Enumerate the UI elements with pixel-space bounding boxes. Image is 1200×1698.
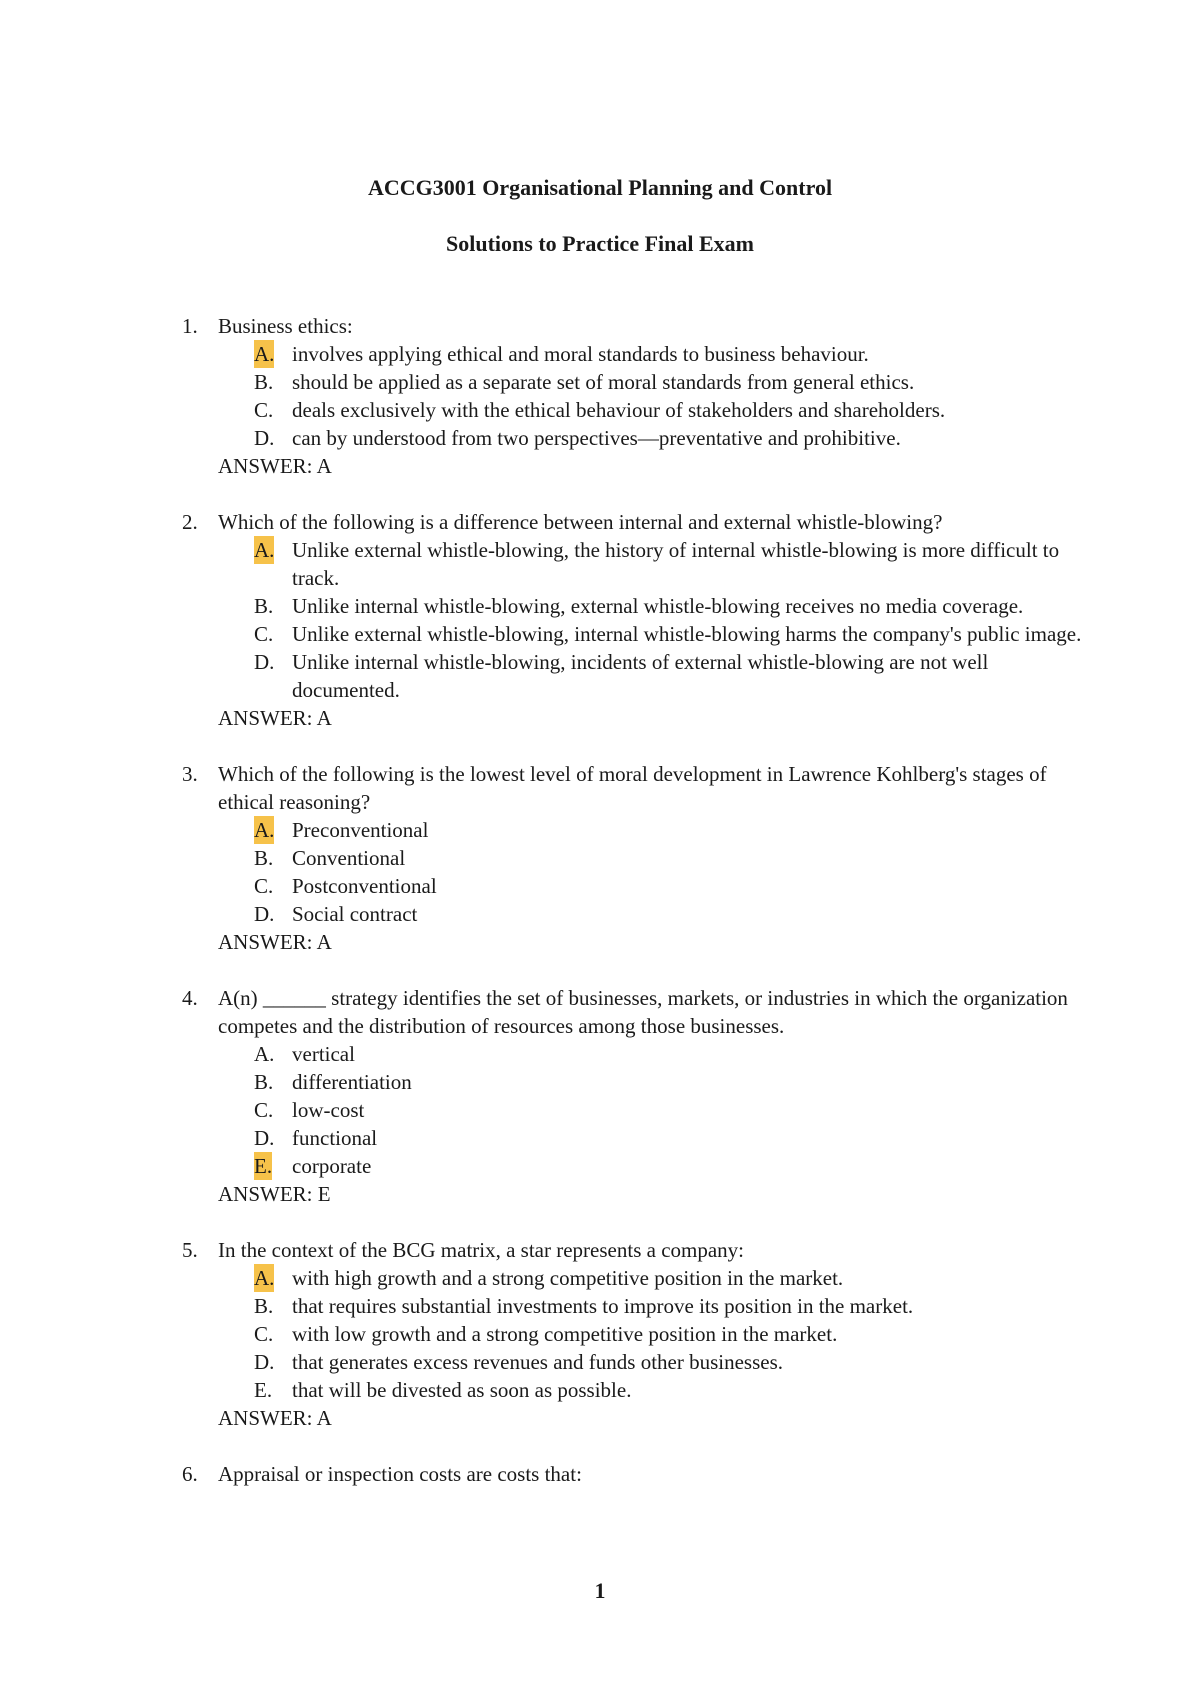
option-text: Unlike external whistle-blowing, the history of internal whistle-blowing is more difficult to track. (292, 538, 1060, 590)
answer-option (182, 816, 1082, 844)
option-letter: D. (254, 426, 275, 450)
option-text: functional (292, 1126, 378, 1150)
question-item (182, 312, 1082, 480)
answer-key: ANSWER: A (218, 706, 332, 730)
question-number: 5. (182, 1238, 198, 1262)
answer-option (182, 900, 1082, 928)
question-stem: Business ethics: (218, 314, 353, 338)
option-letter-highlighted: E. (254, 1154, 273, 1178)
question-list (182, 312, 1082, 1516)
answer-option (182, 368, 1082, 396)
question-item (182, 984, 1082, 1208)
answer-option (182, 1320, 1082, 1348)
answer-option (182, 1152, 1082, 1180)
option-letter: C. (254, 874, 274, 898)
question-item (182, 1236, 1082, 1432)
option-text: low-cost (292, 1098, 365, 1122)
answer-option (182, 648, 1082, 704)
option-letter: D. (254, 1126, 275, 1150)
option-letter-highlighted: A. (254, 1266, 275, 1290)
option-text: deals exclusively with the ethical behaviour of stakeholders and shareholders. (292, 398, 946, 422)
option-text: corporate (292, 1154, 372, 1178)
answer-option (182, 872, 1082, 900)
option-text: Preconventional (292, 818, 429, 842)
answer-option (182, 536, 1082, 592)
answer-option (182, 1124, 1082, 1152)
answer-option (182, 844, 1082, 872)
question-stem: A(n) ______ strategy identifies the set of businesses, markets, or industries in which the organization competes and the distribution of resources among those businesses. (218, 986, 1068, 1038)
answer-option (182, 1292, 1082, 1320)
option-text: differentiation (292, 1070, 412, 1094)
option-letter: C. (254, 1322, 274, 1346)
option-text: with low growth and a strong competitive position in the market. (292, 1322, 838, 1346)
option-letter: B. (254, 370, 274, 394)
document-title: ACCG3001 Organisational Planning and Control (367, 175, 833, 200)
question-stem: Which of the following is the lowest level of moral development in Lawrence Kohlberg's stages of ethical reasoning? (218, 762, 1047, 814)
question-number: 6. (182, 1462, 198, 1486)
question-number: 3. (182, 762, 198, 786)
option-letter: B. (254, 1070, 274, 1094)
question-item (182, 1460, 1082, 1488)
option-text: Postconventional (292, 874, 437, 898)
question-number: 2. (182, 510, 198, 534)
option-letter: D. (254, 902, 275, 926)
option-letter: C. (254, 398, 274, 422)
option-letter: A. (254, 1042, 275, 1066)
question-stem: Which of the following is a difference between internal and external whistle-blowing? (218, 510, 943, 534)
answer-option (182, 340, 1082, 368)
answer-option (182, 396, 1082, 424)
answer-key: ANSWER: A (218, 454, 332, 478)
option-text: involves applying ethical and moral standards to business behaviour. (292, 342, 869, 366)
answer-option (182, 1264, 1082, 1292)
answer-option (182, 424, 1082, 452)
option-letter: B. (254, 846, 274, 870)
option-text: Conventional (292, 846, 406, 870)
document-subtitle: Solutions to Practice Final Exam (446, 231, 754, 256)
option-text: that requires substantial investments to improve its position in the market. (292, 1294, 914, 1318)
answer-key: ANSWER: A (218, 930, 332, 954)
option-text: with high growth and a strong competitive position in the market. (292, 1266, 844, 1290)
question-number: 4. (182, 986, 198, 1010)
option-text: that will be divested as soon as possible. (292, 1378, 632, 1402)
answer-option (182, 1040, 1082, 1068)
option-letter: C. (254, 622, 274, 646)
option-text: that generates excess revenues and funds other businesses. (292, 1350, 784, 1374)
answer-option (182, 620, 1082, 648)
question-stem: Appraisal or inspection costs are costs that: (218, 1462, 582, 1486)
option-text: should be applied as a separate set of moral standards from general ethics. (292, 370, 915, 394)
option-letter-highlighted: A. (254, 538, 275, 562)
option-letter: B. (254, 594, 274, 618)
option-text: Unlike internal whistle-blowing, incidents of external whistle-blowing are not well documented. (292, 650, 989, 702)
answer-option (182, 592, 1082, 620)
question-item (182, 760, 1082, 956)
option-letter: D. (254, 650, 275, 674)
option-text: Unlike internal whistle-blowing, external whistle-blowing receives no media coverage. (292, 594, 1024, 618)
question-stem: In the context of the BCG matrix, a star represents a company: (218, 1238, 745, 1262)
answer-key: ANSWER: E (218, 1182, 331, 1206)
answer-option (182, 1376, 1082, 1404)
option-letter-highlighted: A. (254, 818, 275, 842)
option-letter-highlighted: A. (254, 342, 275, 366)
answer-option (182, 1068, 1082, 1096)
option-letter: B. (254, 1294, 274, 1318)
answer-key: ANSWER: A (218, 1406, 332, 1430)
question-number: 1. (182, 314, 198, 338)
option-text: Unlike external whistle-blowing, internal whistle-blowing harms the company's public image. (292, 622, 1082, 646)
page-number: 1 (594, 1578, 606, 1603)
option-letter: D. (254, 1350, 275, 1374)
option-text: can by understood from two perspectives—preventative and prohibitive. (292, 426, 901, 450)
option-text: Social contract (292, 902, 418, 926)
answer-option (182, 1348, 1082, 1376)
option-letter: C. (254, 1098, 274, 1122)
option-text: vertical (292, 1042, 355, 1066)
option-letter: E. (254, 1378, 273, 1402)
answer-option (182, 1096, 1082, 1124)
question-item (182, 508, 1082, 732)
